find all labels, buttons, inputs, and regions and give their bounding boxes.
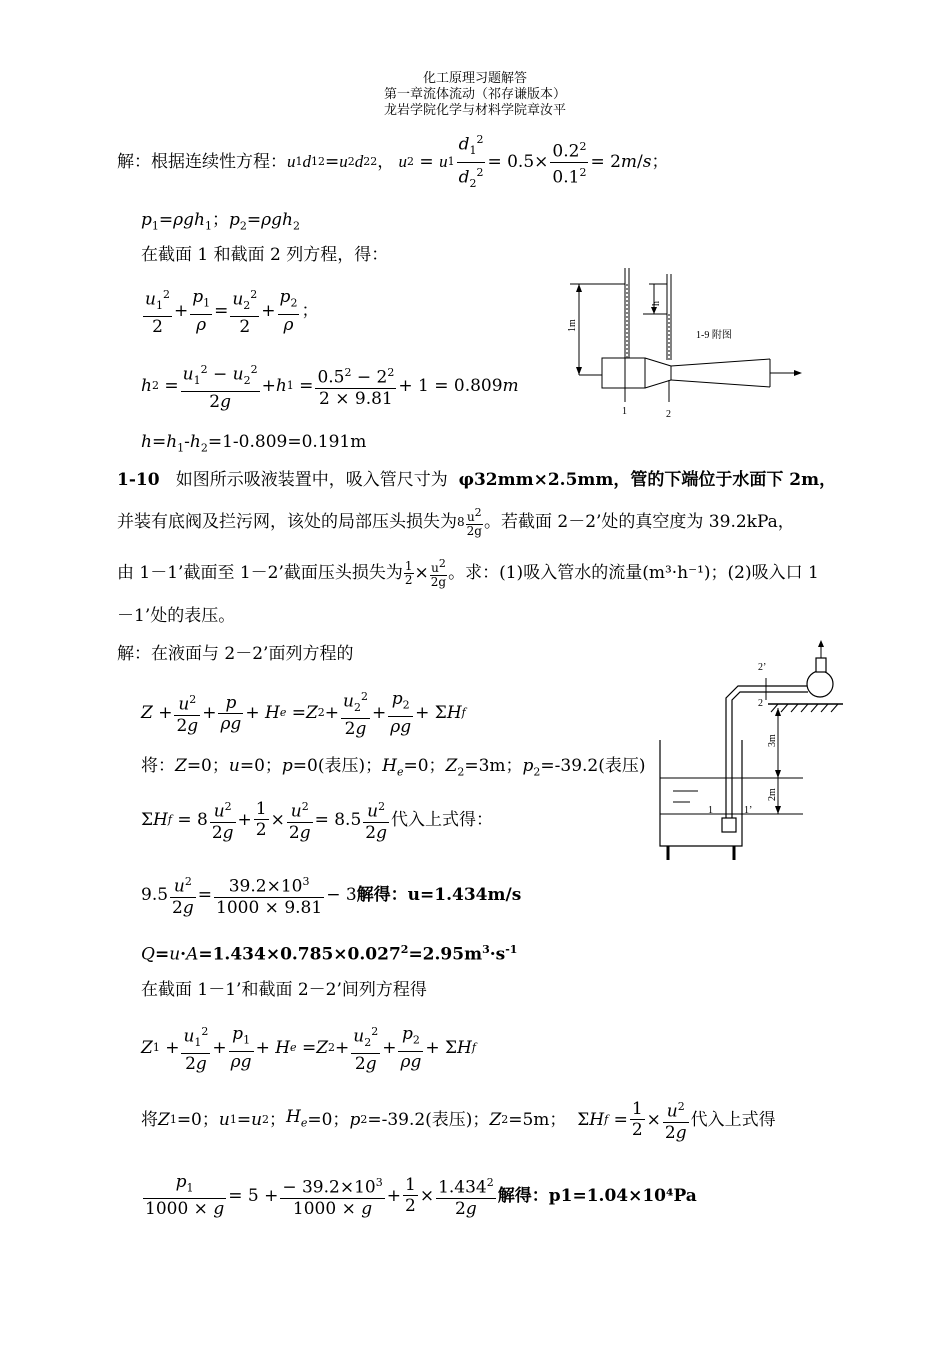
problem-text-a: 如图所示吸液装置中，吸入管尺寸为 [175,470,448,490]
bernoulli-intro: 在截面 1 和截面 2 列方程，得： [141,245,389,265]
solution-label: 解：根据连续性方程： [117,152,287,172]
problem-text-pipe: φ32mm×2.5mm，管的下端位于水面下 2m， [458,470,837,490]
velocity-solution: 9.5 $\frac{u^2}{2g}$ = $\frac{39.2\times 10^3}{1000 \times 9.81}$ − 3 解得：u=1.434m/s [141,872,521,918]
header-author: 龙岩学院化学与材料学院章汝平 [383,103,566,118]
problem-text-c: 。若截面 2－2’处的真空度为 39.2kPa， [483,512,795,532]
bernoulli-equation: $\frac{u_1^2}{2}$ + $\frac{p_1}{\rho}$ = $\frac{u_2^2}{2}$ + $\frac{p_2}{\rho}$ ； [141,285,318,337]
section-intro: 在截面 1－1’和截面 2－2’间列方程得 [141,980,427,1000]
figure-1-9 [565,262,810,422]
header-title: 化工原理习题解答 [422,71,527,86]
figure-caption: 1-9 附图 [696,330,732,341]
subst2-tail: 代入上式得 [690,1109,776,1130]
problem-text-e: 。求：(1)吸入管水的流量(m³·h⁻¹)；(2)吸入口 1 [448,563,819,583]
figure-1-10 [628,638,848,873]
label-1m: 1m [567,319,578,332]
label-section-2: 2 [758,698,763,709]
label-h: h [651,301,662,306]
label-section-1: 1 [708,805,713,816]
problem-1-10-line2: 并装有底阀及拦污网，该处的局部压头损失为 8 $u^2$ 2g 。若截面 2－2’处的真空度为 39.2kPa， [117,506,795,538]
continuity-equation: 解：根据连续性方程： u 1 d 1 2 = u 2 d 2 2 ， u 2 = u 1 $\frac{d_1^2}{d_2^2}$ = 0.5× $\frac{0.2^2}{0.1^2}$ = 2 m / s ； [117,137,669,187]
final-result: 解得：p1=1.04×10⁴Pa [497,1185,697,1206]
solution-intro: 解：在液面与 2－2’面列方程的 [117,644,354,664]
substitution-values-2: 将 Z 1 =0； u 1 = u 2 ； $H_e$ =0； p 2 =-39.2(表压)； Z 2 =5m； Σ H f = $\frac{1}{2}$ × $\frac{u^2}{2g}$ 代入上式得 [141,1097,776,1143]
label-2m: 2m [767,788,778,801]
header-chapter: 第一章流体流动（祁存谦版本） [383,87,566,102]
bernoulli-sections: Z 1 + $\frac{u_1^2}{2g}$ + $\frac{p_1}{\rho g}$ + H e = Z 2 + $\frac{u_2^2}{2g}$ + $\frac{p_2}{\rho g}$ + Σ H f [141,1022,476,1074]
label-section-2: 2 [666,409,671,420]
hf-tail-text: 代入上式得： [390,809,493,830]
label-section-2-prime: 2’ [758,662,767,673]
final-pressure-solution: $\frac{p_1}{1000 \times g}$ = 5 + $\frac{- 39.2\times 10^3}{1000 \times g}$ + $\frac{1}{2}$ × $\frac{1.434^2}{2g}$ 解得：p1=1.04×10⁴Pa [145,1172,697,1220]
label-3m: 3m [767,734,778,747]
pressure-relations: $p_1=\rho gh_1$；$p_2=\rho gh_2$ [141,210,300,233]
problem-number: 1-10 [117,470,160,490]
flow-rate-result: $Q=u\cdot A=1.434\times 0.785\times 0.027^2=2.95m^3\cdot s^{-1}$ [141,943,518,965]
problem-text-d: 由 1－1’截面至 1－2’截面压头损失为 [117,563,403,583]
h2-equation: h 2 = $\frac{u_1^2 - u_2^2}{2g}$ + h 1 = $\frac{0.5^2 - 2^2}{2 \times 9.81}$ + 1 = 0.809 m [141,360,519,412]
substitution-values: 将：Z=0；u=0；p=0(表压)；$H_e=0$；$Z_2=3m$；$p_2=-39.2$(表压) [141,756,646,779]
problem-1-10-line3: 由 1－1’截面至 1－2’截面压头损失为 1 2 × $u^2$ 2g 。求：(1)吸入管水的流量(m³·h⁻¹)；(2)吸入口 1 [117,557,819,589]
head-loss-sum: Σ H f = 8 $\frac{u^2}{2g}$ + $\frac{1}{2}$ × $\frac{u^2}{2g}$ = 8.5 $\frac{u^2}{2g}$ 代入上式得： [141,797,493,843]
label-section-1: 1 [622,406,627,417]
problem-text-b: 并装有底阀及拦污网，该处的局部压头损失为 [117,512,457,532]
problem-text-f: －1’处的表压。 [117,606,236,626]
problem-1-10-line1 [117,469,836,491]
label-section-1-prime: 1’ [744,805,753,816]
bernoulli-liquid-surface: Z + $\frac{u^2}{2g}$ + $\frac{p}{\rho g}$ + H e = Z 2 + $\frac{u_2^2}{2g}$ + $\frac{p_2}{\rho g}$ + Σ H f [141,687,466,739]
velocity-result: 解得：u=1.434m/s [356,884,522,905]
h-result: $h=h_1-h_2=1-0.809=0.191m$ [141,432,367,455]
